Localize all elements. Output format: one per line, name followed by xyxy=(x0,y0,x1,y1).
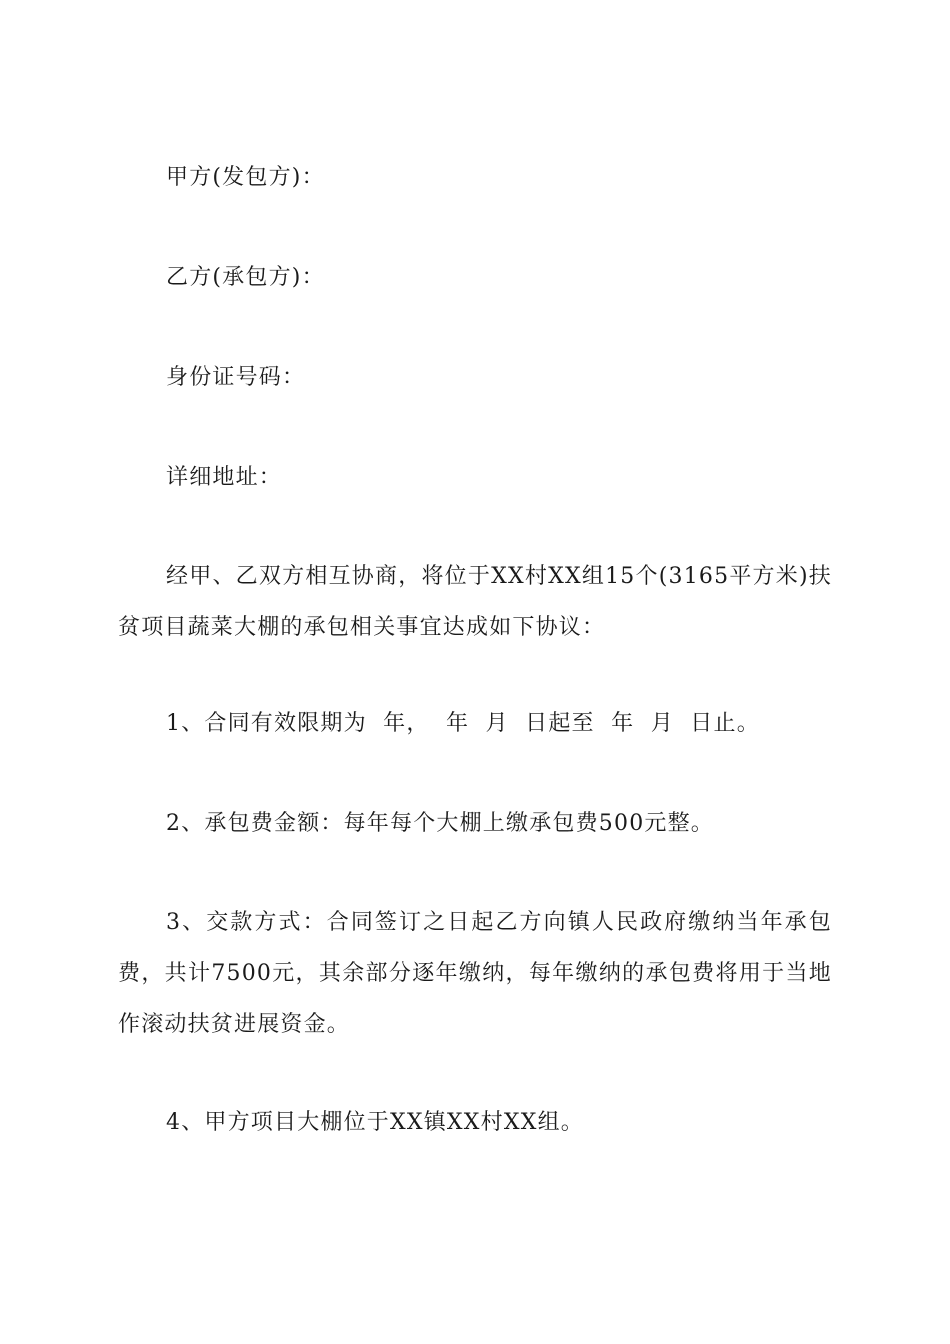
party-a-line: 甲方(发包方)： xyxy=(166,165,325,190)
address-line: 详细地址： xyxy=(166,465,283,490)
clause-2: 2、承包费金额：每年每个大棚上缴承包费500元整。 xyxy=(166,811,714,836)
clause-4: 4、甲方项目大棚位于XX镇XX村XX组。 xyxy=(166,1110,584,1135)
party-b-line: 乙方(承包方)： xyxy=(166,265,325,290)
intro-paragraph: 经甲、乙双方相互协商，将位于XX村XX组15个(3165平方米)扶贫项目蔬菜大棚的承包相关事宜达成如下协议： xyxy=(118,564,832,640)
clause-3: 3、交款方式：合同签订之日起乙方向镇人民政府缴纳当年承包费，共计7500元，其余部分逐年缴纳，每年缴纳的承包费将用于当地作滚动扶贫进展资金。 xyxy=(118,910,832,1037)
id-number-line: 身份证号码： xyxy=(166,365,306,390)
clause-1: 1、合同有效限期为 年， 年 月 日起至 年 月 日止。 xyxy=(166,711,760,736)
